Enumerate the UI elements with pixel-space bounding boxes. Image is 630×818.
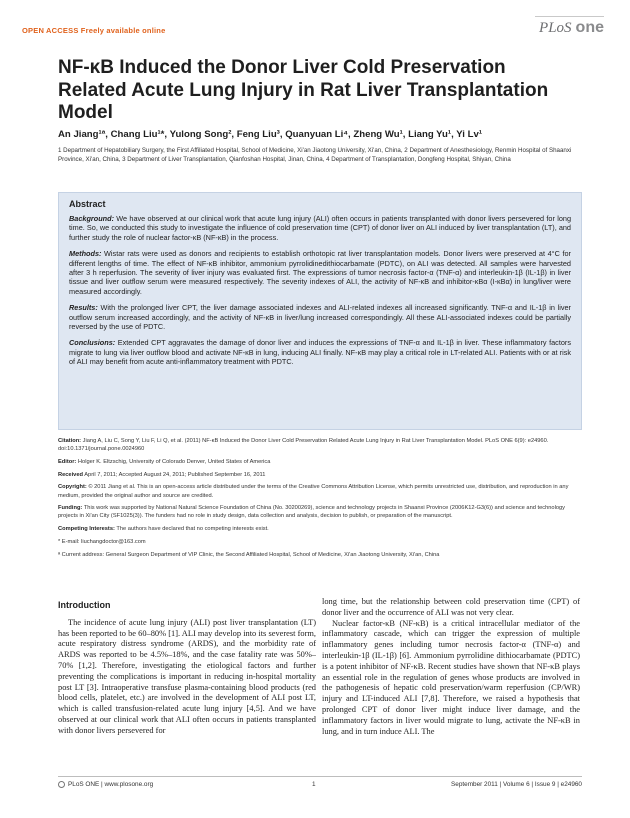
abstract-background [69, 214, 571, 242]
citation-label: Citation: [58, 438, 82, 444]
footer-journal[interactable] [58, 781, 153, 788]
abstract-results [69, 303, 571, 331]
author-list: An Jiang¹ª, Chang Liu¹*, Yulong Song², Feng Liu³, Quanyuan Li⁴, Zheng Wu¹, Liang Yu¹, Yi Lv¹ [58, 129, 483, 140]
results-text: With the prolonged liver CPT, the liver damage associated indexes and ALI-related indexes all increased significantly. TNF-α and IL-1β in liver outflow serum increased accordingly, and the activity of NF-κB in liver/lung increased correspondingly. All these ALI-associated indexes could be partially reversed by the use of PDTC. [69, 303, 571, 332]
interests-text: The authors have declared that no competing interests exist. [116, 526, 269, 533]
abstract-conclusions [69, 338, 571, 366]
editor [58, 458, 582, 466]
page-number: 1 [312, 781, 316, 788]
abstract-box [58, 192, 582, 430]
introduction-heading: Introduction [58, 600, 111, 610]
open-access-banner [22, 26, 165, 35]
results-label: Results: [69, 303, 98, 313]
funding [58, 504, 582, 520]
competing-interests [58, 525, 582, 533]
plos-one-logo[interactable] [539, 19, 604, 37]
body-column-left [58, 600, 316, 737]
footer-issue: September 2011 | Volume 6 | Issue 9 | e24960 [451, 781, 582, 788]
affiliations: 1 Department of Hepatobiliary Surgery, the First Affiliated Hospital, School of Medicine, Xi'an Jiaotong University, Xi'an, China, 2 Department of Anesthesiology, Renmin Hospital of Shaanxi Province, Xi'an, China, 3 Department of Liver Transplantation, Qianfoshan Hospital, Jinan, China, 4 Department of Transplantation, Dongfeng Hospital, Shiyan, China [58, 147, 572, 164]
methods-label: Methods: [69, 249, 102, 259]
dates-label: Received [58, 471, 83, 478]
intro-paragraph-1: The incidence of acute lung injury (ALI) post liver transplantation (LT) has been reported to be 60–80% [1]. ALI may develop into its severest form, acute respiratory distress syndrome (ARDS), and the morbidity rate of ARDS was reported to be 4.5%–18%, and the case fatality rate was 50%–70% [1,2]. Therefore, investigating the etiological factors and further preventing the complications is important in reducing in-hospital mortality post LT [3]. Intraoperative transfuse plasma-containing blood products (red blood cells, platelet, etc.) are involved in the development of ALI post LT, which is called transfusion-related acute lung injury [4,5]. And we have observed at our clinical work that ALI often occurs in patients transplanted with donor livers persevered for [58, 617, 316, 735]
background-text: We have observed at our clinical work that acute lung injury (ALI) often occurs in patients transplanted with donor livers persevered for long time. So, we conducted this study to investigate the influence of cold preservation time (CPT) of donor liver on ALI induced by liver transplantation (LT), and further study the role of nuclear factor-κB (NF-κB) in the process. [69, 214, 571, 242]
funding-text: This work was supported by National Natural Science Foundation of China (No. 30200269), science and technology projects in Shaanxi Province (2006K12-G3(6)) and science and technology projects in Xi'an City (SF1025(3)). The funders had no role in study design, data collection and analysis, decision to publish, or preparation of the manuscript. [58, 505, 566, 520]
abstract-heading: Abstract [69, 199, 106, 209]
logo-plos-text: PLoS [539, 20, 572, 36]
footer-divider [58, 776, 582, 777]
copyright [58, 483, 582, 499]
plos-mark-icon [58, 781, 65, 788]
copyright-text: © 2011 Jiang et al. This is an open-access article distributed under the terms of the Creative Commons Attribution License, which permits unrestricted use, distribution, and reproduction in any medium, provided the original author and source are credited. [58, 484, 569, 499]
methods-text: Wistar rats were used as donors and recipients to establish orthotopic rat liver transplantation models. Donor livers were preserved at 4°C for different lengths of time. The effect of NF-κB inhibitor, ammonium pyrrolidinedithiocarbamate (PDTC), on ALI was detected. All samples were harvested after 3 h reperfusion. The severity of liver injury was evaluated first. The expressions of tumor necrosis factor-α (TNF-α) and interleukin-1β (IL-1β) in liver tissue and liver outflow serum were measured respectively. The severity indexes of ALI, the activity of NF-κB and inhibitor-κBα (I-κBα) in lung/liver were measured accordingly. [69, 249, 571, 296]
logo-rule [535, 16, 604, 17]
dates-text: April 7, 2011; Accepted August 24, 2011; Published September 16, 2011 [84, 471, 266, 478]
corresponding-email[interactable]: * E-mail: liuchangdoctor@163.com [58, 538, 146, 545]
body-column-right [322, 597, 580, 737]
conclusions-label: Conclusions: [69, 338, 116, 348]
intro-paragraph-continued: long time, but the relationship between cold preservation time (CPT) of donor liver and the occurrence of ALI was not very clear. [322, 597, 580, 617]
background-label: Background: [69, 214, 114, 223]
conclusions-text: Extended CPT aggravates the damage of donor liver and induces the expressions of TNF-α and IL-1β in liver. These inflammatory factors migrate to lung via liver outflow blood and activate NF-κB in lung, inducing ALI finally. NF-κB may play a critical role in LT-related ALI. Patients with or at risk of ALI may benefit from acute anti-inflammatory treatment with PDTC. [69, 338, 571, 367]
article-title: NF-κB Induced the Donor Liver Cold Preservation Related Acute Lung Injury in Rat Liver Transplantation Model [58, 57, 549, 123]
interests-label: Competing Interests: [58, 526, 115, 533]
footer-journal-text: PLoS ONE | www.plosone.org [68, 781, 154, 789]
open-access-label: OPEN ACCESS Freely available online [22, 26, 166, 35]
article-metadata [58, 437, 582, 563]
abstract-methods [69, 249, 571, 296]
current-address: ª Current address: General Surgeon Department of VIP Clinic, the Second Affiliated Hospital, School of Medicine, Xi'an Jiaotong University, Xi'an, China [58, 551, 440, 558]
dates [58, 471, 582, 479]
funding-label: Funding: [58, 505, 83, 512]
copyright-label: Copyright: [58, 484, 87, 491]
editor-label: Editor: [58, 458, 77, 465]
logo-one-text: one [575, 19, 604, 36]
editor-text: Holger K. Eltzschig, University of Colorado Denver, United States of America [77, 458, 271, 465]
citation [58, 437, 582, 453]
citation-text: Jiang A, Liu C, Song Y, Liu F, Li Q, et al. (2011) NF-κB Induced the Donor Liver Cold Preservation Related Acute Lung Injury in Rat Liver Transplantation Model. PLoS ONE 6(9): e24960. doi:10.1371/journal.pone.0024960 [58, 438, 549, 453]
intro-paragraph-2: Nuclear factor-κB (NF-κB) is a critical intracellular mediator of the inflammatory cascade, which can trigger the expression of multiple inflammatory genes including tumor necrosis factor-α (TNF-α) and interleukin-1β (IL-1β) [6]. Ammonium pyrrolidine dithiocarbamate (PDTC) is a potent inhibitor of NF-κB. Recent studies have shown that NF-κB plays an essential role in the regulation of genes whose products are involved in the pathogenesis of hepatic cold preservation/warm reperfusion (CP/WR) injury and LT-induced ALI [7,8]. Therefore, we raised a hypothesis that prolonged CPT of donor liver might induce liver damage, and the inflammatory factors in liver would migrate to lung, activate the NF-κB in lung, and in turn induce ALI. The [322, 618, 580, 736]
